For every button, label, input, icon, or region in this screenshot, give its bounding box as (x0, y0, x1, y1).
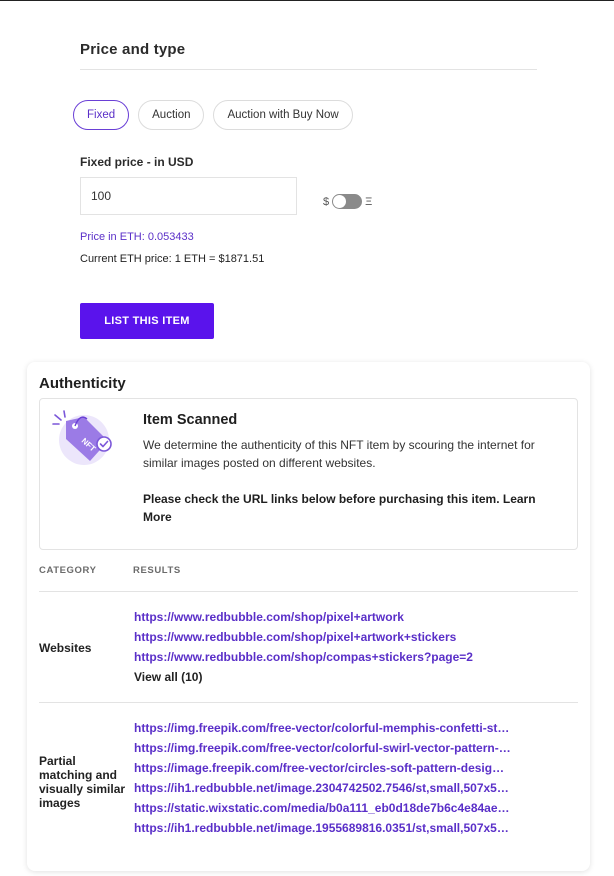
result-link[interactable]: https://www.redbubble.com/shop/pixel+artwork (134, 610, 404, 624)
eth-price-text: Price in ETH: 0.053433 (80, 231, 194, 243)
tab-fixed[interactable]: Fixed (73, 100, 129, 130)
column-header-results: RESULTS (133, 565, 181, 576)
category-similar-images: Partial matching and visually similar images (39, 754, 126, 810)
section-divider (80, 69, 537, 70)
current-eth-price-text: Current ETH price: 1 ETH = $1871.51 (80, 253, 265, 265)
result-link[interactable]: https://static.wixstatic.com/media/b0a111_eb0d18de7b6c4e84ae… (134, 801, 510, 815)
currency-toggle (323, 194, 372, 209)
table-divider (39, 702, 578, 703)
price-label: Fixed price - in USD (80, 155, 194, 169)
price-type-tabs (73, 100, 353, 130)
eth-symbol: Ξ (365, 195, 373, 208)
result-link[interactable]: https://www.redbubble.com/shop/compas+stickers?page=2 (134, 650, 473, 664)
tab-auction[interactable]: Auction (138, 100, 204, 130)
usd-symbol: $ (323, 195, 330, 208)
results-websites (134, 607, 514, 687)
section-title: Price and type (80, 41, 186, 58)
result-link[interactable]: https://ih1.redbubble.net/image.2304742502.7546/st,small,507x5… (134, 781, 509, 795)
result-link[interactable]: https://image.freepik.com/free-vector/circles-soft-pattern-desig… (134, 761, 505, 775)
category-websites: Websites (39, 641, 92, 655)
view-all-link[interactable]: View all (10) (134, 670, 203, 684)
authenticity-card (27, 362, 590, 871)
currency-switch[interactable] (332, 194, 362, 209)
result-link[interactable]: https://ih1.redbubble.net/image.1955689816.0351/st,small,507x5… (134, 821, 509, 835)
result-link[interactable]: https://www.redbubble.com/shop/pixel+artwork+stickers (134, 630, 457, 644)
authenticity-title: Authenticity (39, 375, 126, 392)
list-item-button[interactable]: LIST THIS ITEM (80, 303, 214, 339)
result-link[interactable]: https://img.freepik.com/free-vector/colorful-memphis-confetti-st… (134, 721, 510, 735)
results-similar-images (134, 718, 514, 838)
tab-auction-buy-now[interactable]: Auction with Buy Now (213, 100, 352, 130)
scan-note[interactable]: Please check the URL links below before purchasing this item. Learn More (143, 492, 536, 524)
column-header-category: CATEGORY (39, 565, 97, 576)
nft-tag-icon (50, 409, 118, 467)
price-input[interactable] (80, 177, 297, 215)
nft-tag-text: NFT (79, 436, 98, 454)
scan-title: Item Scanned (143, 412, 238, 428)
table-divider (39, 591, 578, 592)
scan-result-box (39, 398, 578, 550)
scan-description: We determine the authenticity of this NFT item by scouring the internet for similar images posted on different websites. (143, 438, 535, 470)
result-link[interactable]: https://img.freepik.com/free-vector/colorful-swirl-vector-pattern-… (134, 741, 511, 755)
